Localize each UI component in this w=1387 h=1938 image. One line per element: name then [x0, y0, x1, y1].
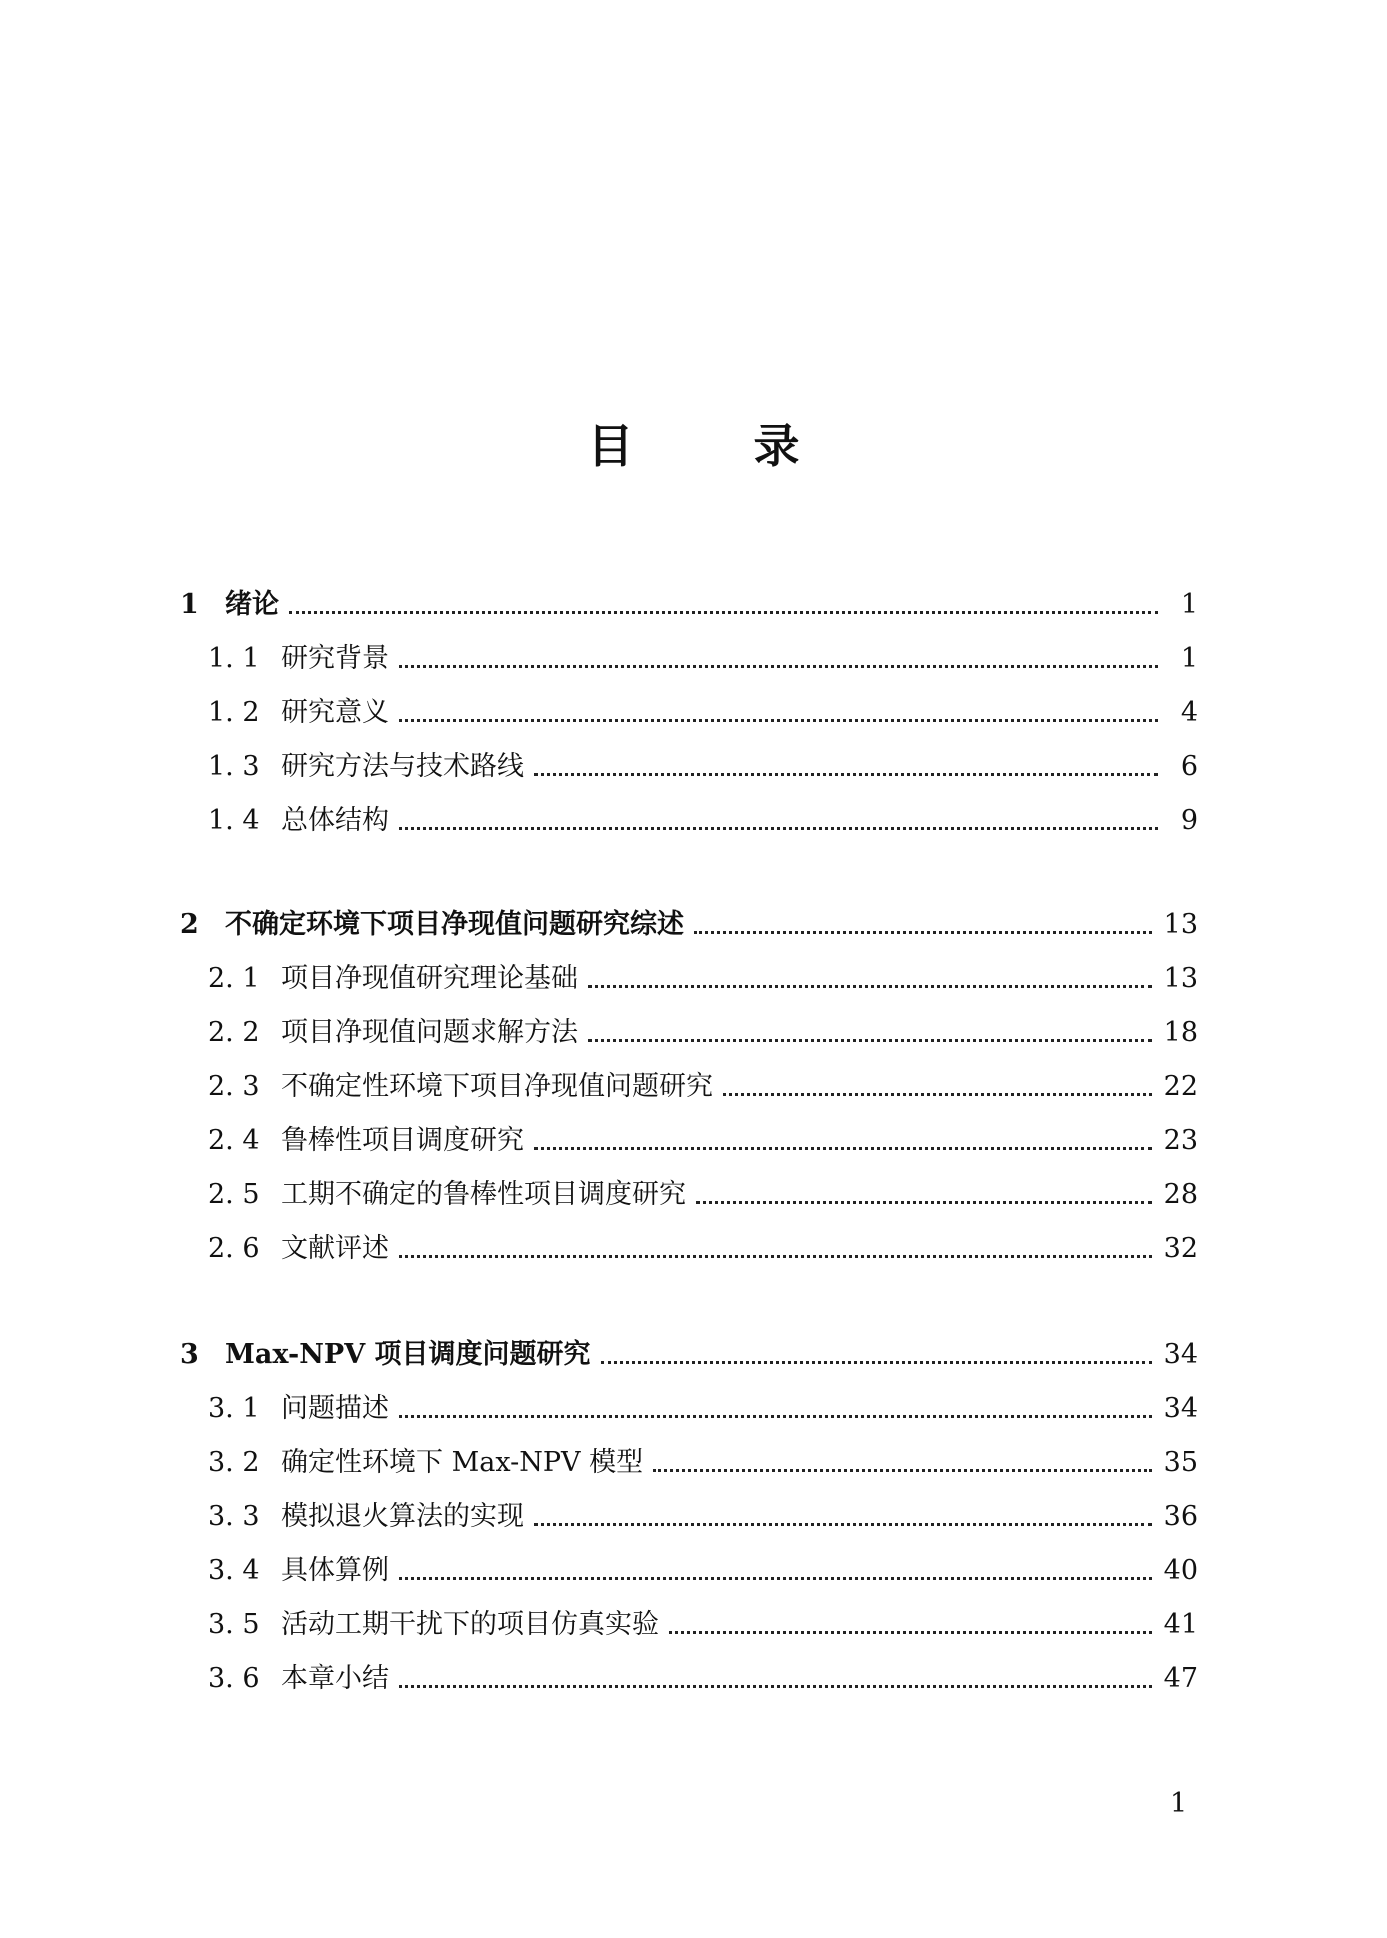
toc-entry-page: 34: [1163, 1393, 1198, 1424]
toc-chapter-entry[interactable]: [180, 1335, 1198, 1375]
toc-entry-title: 工期不确定的鲁棒性项目调度研究: [281, 1179, 686, 1210]
toc-section-entry[interactable]: [180, 1389, 1198, 1429]
dot-leader: [588, 985, 1152, 988]
toc-entry-page: 36: [1163, 1501, 1198, 1532]
toc-entry-number: 2. 4: [208, 1125, 260, 1156]
toc-section-entry[interactable]: [180, 1551, 1198, 1591]
toc-entry-page: 13: [1163, 909, 1198, 940]
dot-leader: [694, 931, 1152, 934]
toc-section-entry[interactable]: [180, 1013, 1198, 1053]
toc-entry-page: 23: [1163, 1125, 1198, 1156]
toc-entry-title: 文献评述: [281, 1233, 389, 1264]
toc-entry-title: 问题描述: [281, 1393, 389, 1424]
dot-leader: [399, 719, 1158, 722]
toc-section-entry[interactable]: [180, 693, 1198, 733]
toc-entry-page: 34: [1163, 1339, 1198, 1370]
toc-entry-page: 6: [1180, 751, 1198, 782]
toc-entry-number: 1. 4: [208, 805, 260, 836]
toc-entry-number: 2: [180, 909, 199, 940]
dot-leader: [534, 1147, 1152, 1150]
toc-entry-title: 项目净现值问题求解方法: [281, 1017, 578, 1048]
toc-entry-number: 1. 1: [208, 643, 260, 674]
toc-entry-title: 不确定环境下项目净现值问题研究综述: [225, 909, 684, 940]
toc-section-entry[interactable]: [180, 801, 1198, 841]
toc-entry-number: 2. 6: [208, 1233, 260, 1264]
toc-entry-page: 22: [1163, 1071, 1198, 1102]
toc-section-entry[interactable]: [180, 1121, 1198, 1161]
dot-leader: [399, 1255, 1152, 1258]
toc-entry-page: 35: [1163, 1447, 1198, 1478]
toc-entry-page: 47: [1163, 1663, 1198, 1694]
dot-leader: [588, 1039, 1152, 1042]
toc-entry-number: 3. 2: [208, 1447, 260, 1478]
toc-section-entry[interactable]: [180, 1229, 1198, 1269]
toc-section-entry[interactable]: [180, 1605, 1198, 1645]
toc-entry-title: Max-NPV 项目调度问题研究: [225, 1339, 591, 1370]
toc-entry-number: 3. 4: [208, 1555, 260, 1586]
toc-entry-page: 1: [1180, 643, 1198, 674]
toc-entry-page: 9: [1180, 805, 1198, 836]
page-title: [0, 410, 1387, 476]
toc-entry-title: 鲁棒性项目调度研究: [281, 1125, 524, 1156]
toc-entry-title: 研究方法与技术路线: [281, 751, 524, 782]
dot-leader: [723, 1093, 1152, 1096]
toc-entry-title: 模拟退火算法的实现: [281, 1501, 524, 1532]
toc-entry-number: 1. 2: [208, 697, 260, 728]
toc-entry-number: 1: [180, 589, 199, 620]
dot-leader: [534, 773, 1158, 776]
toc-entry-page: 18: [1163, 1017, 1198, 1048]
dot-leader: [399, 1577, 1152, 1580]
toc-entry-page: 13: [1163, 963, 1198, 994]
toc-section-entry[interactable]: [180, 747, 1198, 787]
toc-entry-number: 2. 1: [208, 963, 260, 994]
toc-entry-title: 研究意义: [281, 697, 389, 728]
toc-entry-title: 具体算例: [281, 1555, 389, 1586]
toc-entry-title: 研究背景: [281, 643, 389, 674]
toc-entry-title: 确定性环境下 Max-NPV 模型: [281, 1447, 644, 1478]
dot-leader: [399, 1415, 1152, 1418]
toc-entry-title: 总体结构: [281, 805, 389, 836]
toc-entry-page: 1: [1180, 589, 1198, 620]
dot-leader: [399, 665, 1158, 668]
toc-entry-number: 3. 1: [208, 1393, 260, 1424]
toc-section-entry[interactable]: [180, 639, 1198, 679]
toc-entry-number: 3. 3: [208, 1501, 260, 1532]
page-number: 1: [1170, 1788, 1188, 1819]
toc-entry-page: 40: [1163, 1555, 1198, 1586]
toc-entry-number: 3. 5: [208, 1609, 260, 1640]
toc-entry-title: 活动工期干扰下的项目仿真实验: [281, 1609, 659, 1640]
toc-chapter-entry[interactable]: [180, 585, 1198, 625]
toc-section-entry[interactable]: [180, 1443, 1198, 1483]
toc-entry-page: 32: [1163, 1233, 1198, 1264]
toc-entry-page: 28: [1163, 1179, 1198, 1210]
toc-section-entry[interactable]: [180, 1497, 1198, 1537]
dot-leader: [289, 611, 1158, 614]
toc-entry-number: 2. 3: [208, 1071, 260, 1102]
toc-section-entry[interactable]: [180, 1659, 1198, 1699]
dot-leader: [653, 1469, 1152, 1472]
toc-entry-number: 1. 3: [208, 751, 260, 782]
toc-entry-title: 本章小结: [281, 1663, 389, 1694]
toc-entry-number: 2. 5: [208, 1179, 260, 1210]
title-char-right: 录: [753, 419, 800, 473]
toc-entry-title: 绪论: [225, 589, 279, 620]
dot-leader: [601, 1361, 1152, 1364]
dot-leader: [534, 1523, 1152, 1526]
dot-leader: [696, 1201, 1152, 1204]
toc-section-entry[interactable]: [180, 1067, 1198, 1107]
toc-chapter-entry[interactable]: [180, 905, 1198, 945]
toc-section-entry[interactable]: [180, 1175, 1198, 1215]
toc-entry-page: 41: [1163, 1609, 1198, 1640]
toc-entry-number: 3. 6: [208, 1663, 260, 1694]
toc-entry-number: 3: [180, 1339, 199, 1370]
dot-leader: [399, 1685, 1152, 1688]
toc-entry-title: 不确定性环境下项目净现值问题研究: [281, 1071, 713, 1102]
toc-section-entry[interactable]: [180, 959, 1198, 999]
toc-entry-title: 项目净现值研究理论基础: [281, 963, 578, 994]
dot-leader: [669, 1631, 1152, 1634]
dot-leader: [399, 827, 1158, 830]
toc-entry-number: 2. 2: [208, 1017, 260, 1048]
toc-entry-page: 4: [1180, 697, 1198, 728]
title-char-left: 目: [587, 419, 634, 473]
